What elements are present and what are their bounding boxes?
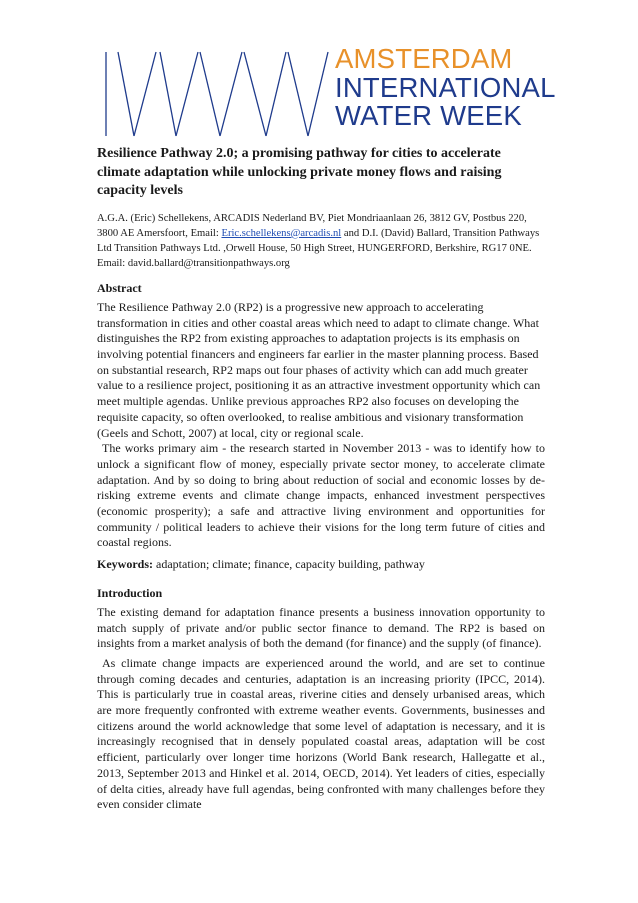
authors-text-1: A.G.A. (Eric) Schellekens, ARCADIS Nederland BV, Piet Mondriaanlaan 26, 3812 GV, Postbus 220, 3800 AE Amersfoort, Email: [97, 212, 527, 239]
author-block [97, 211, 545, 271]
keywords-line [97, 557, 545, 573]
paper-title: Resilience Pathway 2.0; a promising pathway for cities to accelerate climate adaptation while unlocking private money flows and raising capacity levels [97, 146, 502, 198]
logo-line-water-week: WATER WEEK [335, 100, 522, 131]
abstract-heading: Abstract [97, 280, 142, 295]
abstract-paragraph-2: The works primary aim - the research started in November 2013 - was to identify how to unlock a significant flow of money, especially private sector money, to accelerate climate adaptation. And by so doing to bring about reduction of social and economic losses by de-risking extreme events and climate change impacts, enhanced investment perspectives (economic prosperity); a safe and attractive living environment and opportunities for community / political leaders to achieve their visions for the long term future of cities and coastal regions. [97, 441, 545, 550]
abstract-paragraph-1: The Resilience Pathway 2.0 (RP2) is a progressive new approach to accelerating transformation in cities and other coastal areas which need to adapt to climate change. What distinguishes the RP2 from existing approaches to adaptation projects is its emphasis on involving potential financers and engineers far earlier in the master planning process. Based on substantial research, RP2 maps out four phases of activity which can add much greater value to a resilience project, positioning it as an attractive investment opportunity which can meet multiple agendas. Unlike previous approaches RP2 also focuses on developing the requisite capacity, so often overlooked, to realise ambitious and visionary transformation (Geels and Schott, 2007) at local, city or regional scale. [97, 299, 541, 440]
keywords-label: Keywords: [97, 557, 153, 572]
author-email-link[interactable]: Eric.schellekens@arcadis.nl [221, 227, 342, 239]
logo-line-international: INTERNATIONAL [335, 71, 556, 103]
logo-wave-icon [104, 48, 330, 138]
introduction-paragraph-1: The existing demand for adaptation finance presents a business innovation opportunity to match supply of private and/or public sector finance to demand. The RP2 is based on insights from a market analysis of both the demand (for finance) and the supply (of finance). [97, 604, 545, 651]
keywords-text: adaptation; climate; finance, capacity building, pathway [153, 557, 425, 572]
logo-wordmark [335, 45, 556, 131]
introduction-paragraph-2: As climate change impacts are experienced around the world, and are set to continue through coming decades and centuries, adaptation is an increasing priority (IPCC, 2014). This is particularly true in coastal areas, riverine cities and densely urbanised areas, which are more frequently confronted with extreme weather events. Governments, businesses and citizens around the world acknowledge that some level of adaptation is necessary, and it is increasingly recognised that in densely populated coastal areas, adaptation will be cost efficient, particularly over longer time horizons (World Bank research, Hallegatte et al., 2013, September 2013 and Hinkel et al. 2014, OECD, 2014). Yet leaders of cities, especially of delta cities, already have full agendas, being confronted with many challenges before they even consider climate [97, 655, 545, 812]
paper-body [97, 145, 545, 813]
authors-text-2: and D.I. (David) Ballard, Transition Pathways Ltd Transition Pathways Ltd. ,Orwell House, 50 High Street, HUNGERFORD, Berkshire, RG17 0NE. Email: david.ballard@transitionpathways.org [97, 227, 540, 269]
introduction-heading: Introduction [97, 585, 163, 600]
logo-line-amsterdam: AMSTERDAM [335, 43, 513, 74]
